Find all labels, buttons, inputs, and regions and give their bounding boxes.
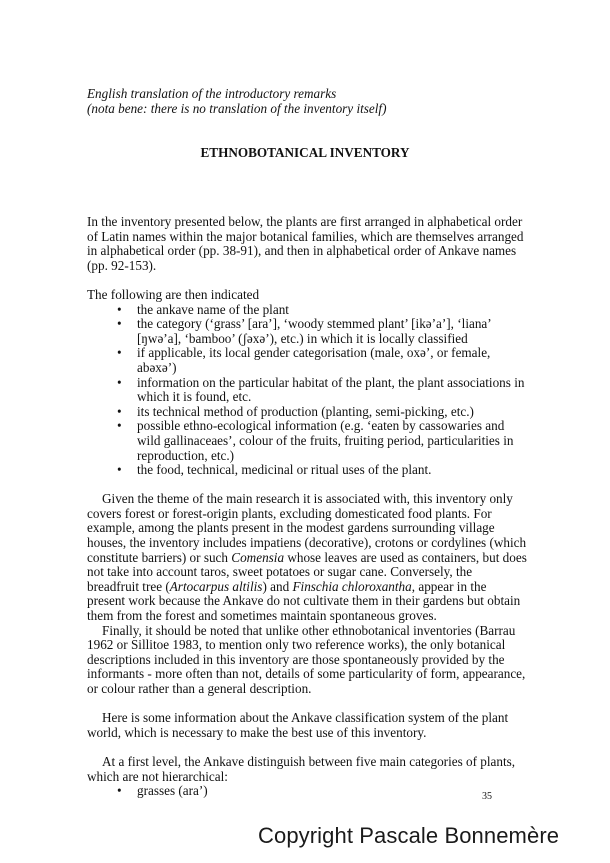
document-title: ETHNOBOTANICAL INVENTORY (200, 145, 410, 160)
list-item: • the food, technical, medicinal or ritual uses of the plant. (117, 462, 432, 478)
bullet-icon: • (117, 462, 122, 478)
translation-note-line1: English translation of the introductory remarks (87, 86, 337, 101)
plant-name-comensia: Comensia (231, 549, 285, 565)
paragraph-indicated-intro: The following are then indicated (87, 286, 260, 302)
bullet-icon: • (117, 783, 122, 799)
list-item: • information on the particular habitat of the plant, the plant associations in which it is found, etc. (117, 374, 525, 405)
list-item: • possible ethno-ecological information (e.g. ‘eaten by cassowaries and wild gallinaceaes’, colour of the fruits, fruiting period, particularities in reproduction, etc.) (117, 418, 514, 463)
list-item: • grasses (ara’) (117, 783, 208, 799)
list-item: • if applicable, its local gender categorisation (male, oxə’, or female, abəxə’) (117, 345, 491, 375)
list-item: • its technical method of production (planting, semi-picking, etc.) (117, 403, 474, 419)
paragraph-scope: Given the theme of the main research it is associated with, this inventory only covers forest or forest-origin plants, excluding domesticated food plants. For example, among the plants present in the modest gardens surrounding village houses, the inventory includes impatiens (decorative), crotons or cordylines (which constitute barriers) or such Comensia whose leaves are used as containers, but does not take into account taros, sweet potatoes or sugar cane. Conversely, the breadfruit tree (Artocarpus altilis) and Finschia chloroxantha, appear in the present work because the Ankave do not cultivate them in their gardens but obtain them from the forest and sometimes maintain spontaneous groves. (87, 491, 527, 624)
bullet-icon: • (117, 403, 122, 419)
category-list (87, 784, 527, 799)
paragraph-inventory-order: In the inventory presented below, the plants are first arranged in alphabetical order of Latin names within the major botanical families, which are themselves arranged in alphabetical order (pp. 38-91), and then in alphabetical order of Ankave names (pp. 92-153). (87, 214, 524, 273)
bullet-icon: • (117, 374, 122, 390)
paragraph-descriptions: Finally, it should be noted that unlike other ethnobotanical inventories (Barrau 1962 or Sillitoe 1983, to mention only two reference works), the only botanical descriptions included in this inventory are those spontaneously provided by the informants - more often than not, details of some particularity of form, appearance, or colour rather than a general description. (87, 622, 526, 696)
bullet-icon: • (117, 345, 122, 361)
bullet-icon: • (117, 316, 122, 332)
page-number: 35 (482, 791, 492, 802)
plant-name-artocarpus: Artocarpus altilis (169, 578, 263, 594)
list-item: • the ankave name of the plant (117, 301, 289, 317)
bullet-icon: • (117, 418, 122, 434)
indicated-list (87, 303, 527, 478)
list-item: • the category (‘grass’ [ara’], ‘woody stemmed plant’ [ikə’a’], ‘liana’ [ŋwə’a], ‘bamboo’ (ʃəxə’), etc.) in which it is locally classified (117, 316, 491, 346)
paragraph-categories-intro: At a first level, the Ankave distinguish between five main categories of plants, which are not hierarchical: (87, 753, 516, 784)
translation-note-line2: (nota bene: there is no translation of the inventory itself) (87, 100, 387, 116)
paragraph-classification-intro: Here is some information about the Ankave classification system of the plant world, which is necessary to make the best use of this inventory. (87, 710, 509, 740)
bullet-icon: • (117, 301, 122, 317)
copyright-watermark: Copyright Pascale Bonnemère (258, 823, 560, 848)
document-body (87, 215, 527, 799)
plant-name-finschia: Finschia chloroxantha (292, 578, 412, 594)
